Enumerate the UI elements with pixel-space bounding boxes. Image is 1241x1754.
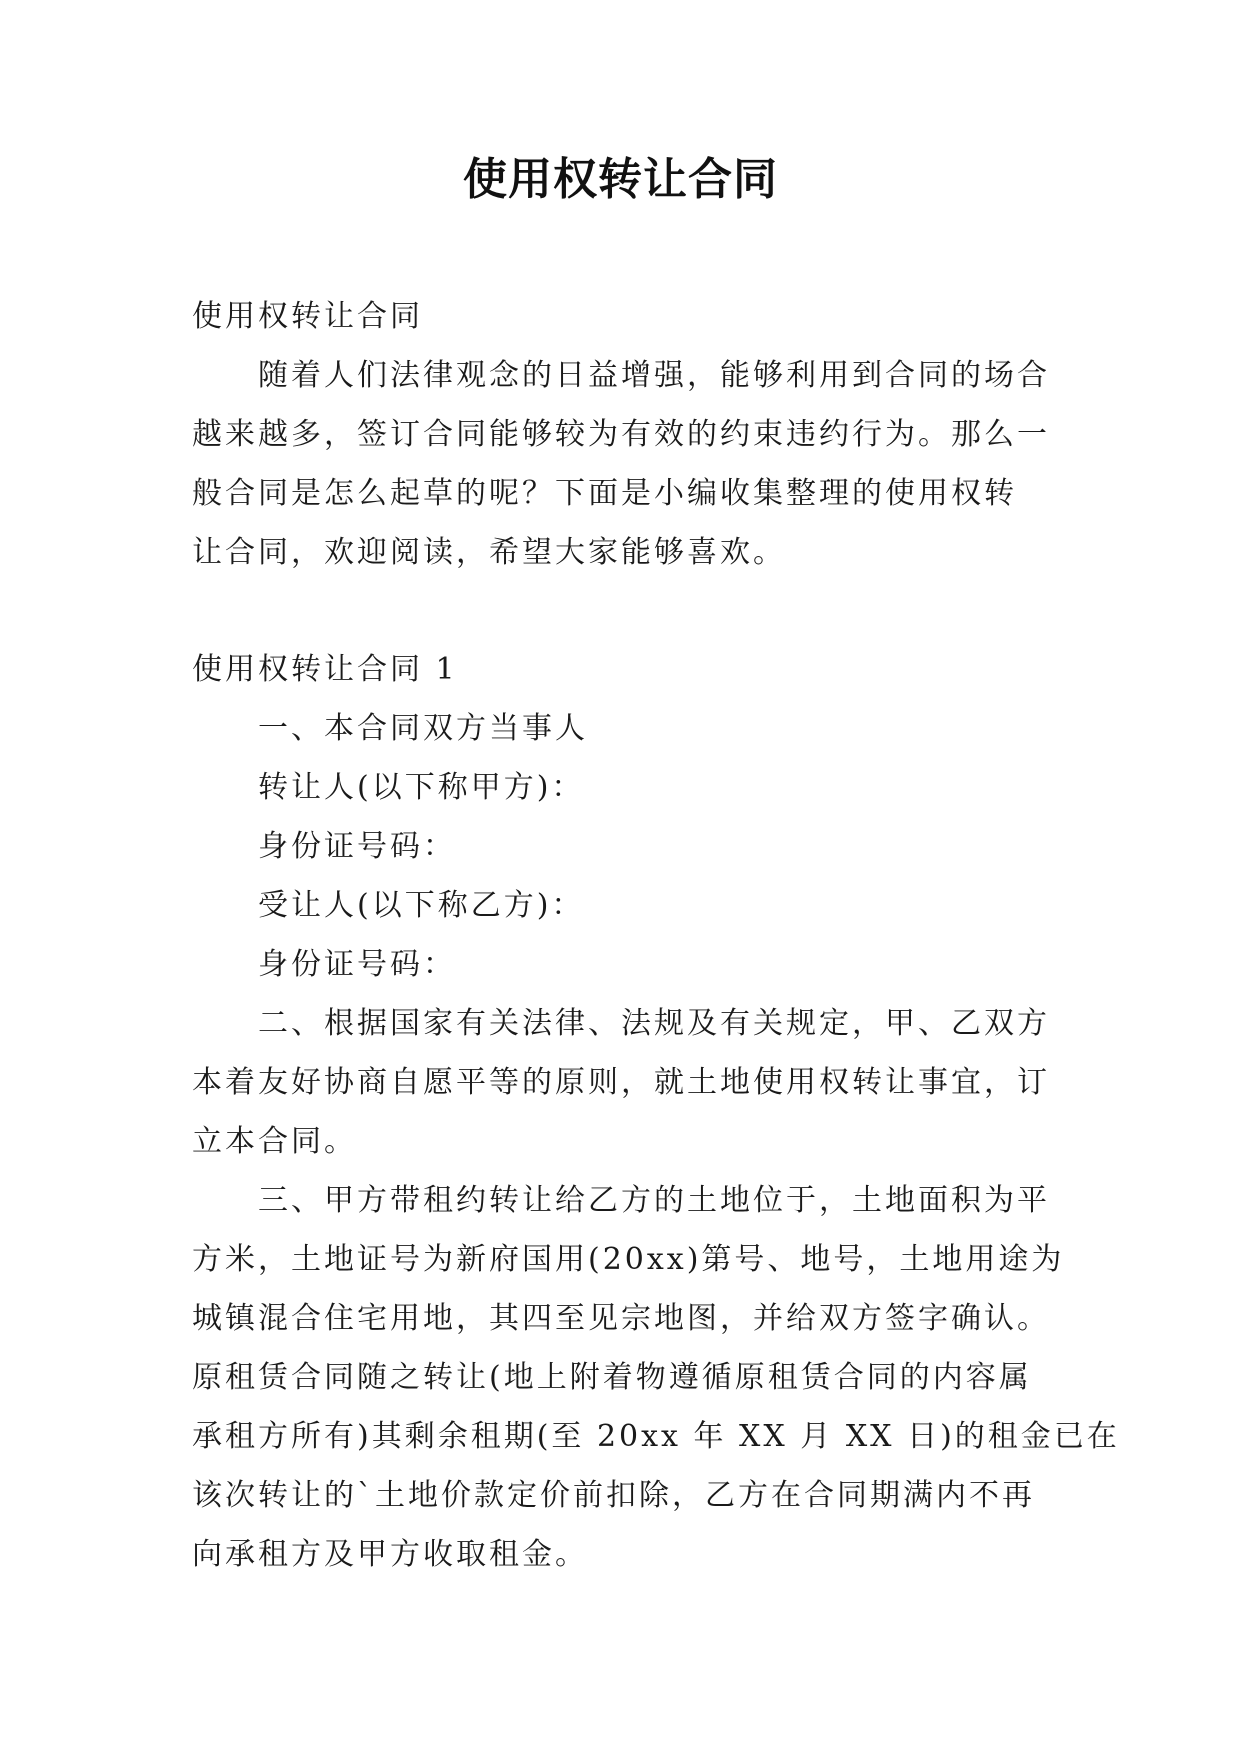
section3-line: 向承租方及甲方收取租金。	[192, 1537, 588, 1572]
paragraph-gap	[192, 582, 1058, 640]
section2-line: 立本合同。	[192, 1124, 357, 1159]
document-body	[192, 287, 1120, 1584]
section3-line: 三、甲方带租约转让给乙方的土地位于，土地面积为平	[258, 1183, 1050, 1218]
section2-line: 二、根据国家有关法律、法规及有关规定，甲、乙双方	[258, 1006, 1050, 1041]
transferor-id-line: 身份证号码：	[258, 829, 456, 864]
intro-line: 般合同是怎么起草的呢？下面是小编收集整理的使用权转	[192, 476, 1017, 511]
section2-paragraph	[192, 994, 1058, 1171]
transferee-line: 受让人(以下称乙方)：	[258, 888, 585, 923]
section2-line: 本着友好协商自愿平等的原则，就土地使用权转让事宜，订	[192, 1065, 1050, 1100]
section3-line: 方米，土地证号为新府国用(20xx)第号、地号，土地用途为	[192, 1242, 1065, 1277]
intro-line: 随着人们法律观念的日益增强，能够利用到合同的场合	[258, 358, 1050, 393]
section3-paragraph	[192, 1171, 1120, 1584]
section1-heading: 一、本合同双方当事人	[258, 711, 588, 746]
section3-line: 城镇混合住宅用地，其四至见宗地图，并给双方签字确认。	[192, 1301, 1050, 1336]
section3-line: 该次转让的`土地价款定价前扣除，乙方在合同期满内不再	[192, 1478, 1035, 1513]
document-subtitle: 使用权转让合同	[192, 299, 423, 334]
transferor-line: 转让人(以下称甲方)：	[258, 770, 585, 805]
section-heading: 使用权转让合同 1	[192, 652, 458, 687]
intro-paragraph	[192, 346, 1058, 582]
section1-parties	[192, 699, 1058, 994]
transferee-id-line: 身份证号码：	[258, 947, 456, 982]
intro-line: 越来越多，签订合同能够较为有效的约束违约行为。那么一	[192, 417, 1050, 452]
intro-line: 让合同，欢迎阅读，希望大家能够喜欢。	[192, 535, 786, 570]
document-title: 使用权转让合同	[463, 154, 778, 205]
section3-line: 承租方所有)其剩余租期(至 20xx 年 XX 月 XX 日)的租金已在	[192, 1419, 1120, 1454]
section3-line: 原租赁合同随之转让(地上附着物遵循原租赁合同的内容属	[192, 1360, 1032, 1395]
